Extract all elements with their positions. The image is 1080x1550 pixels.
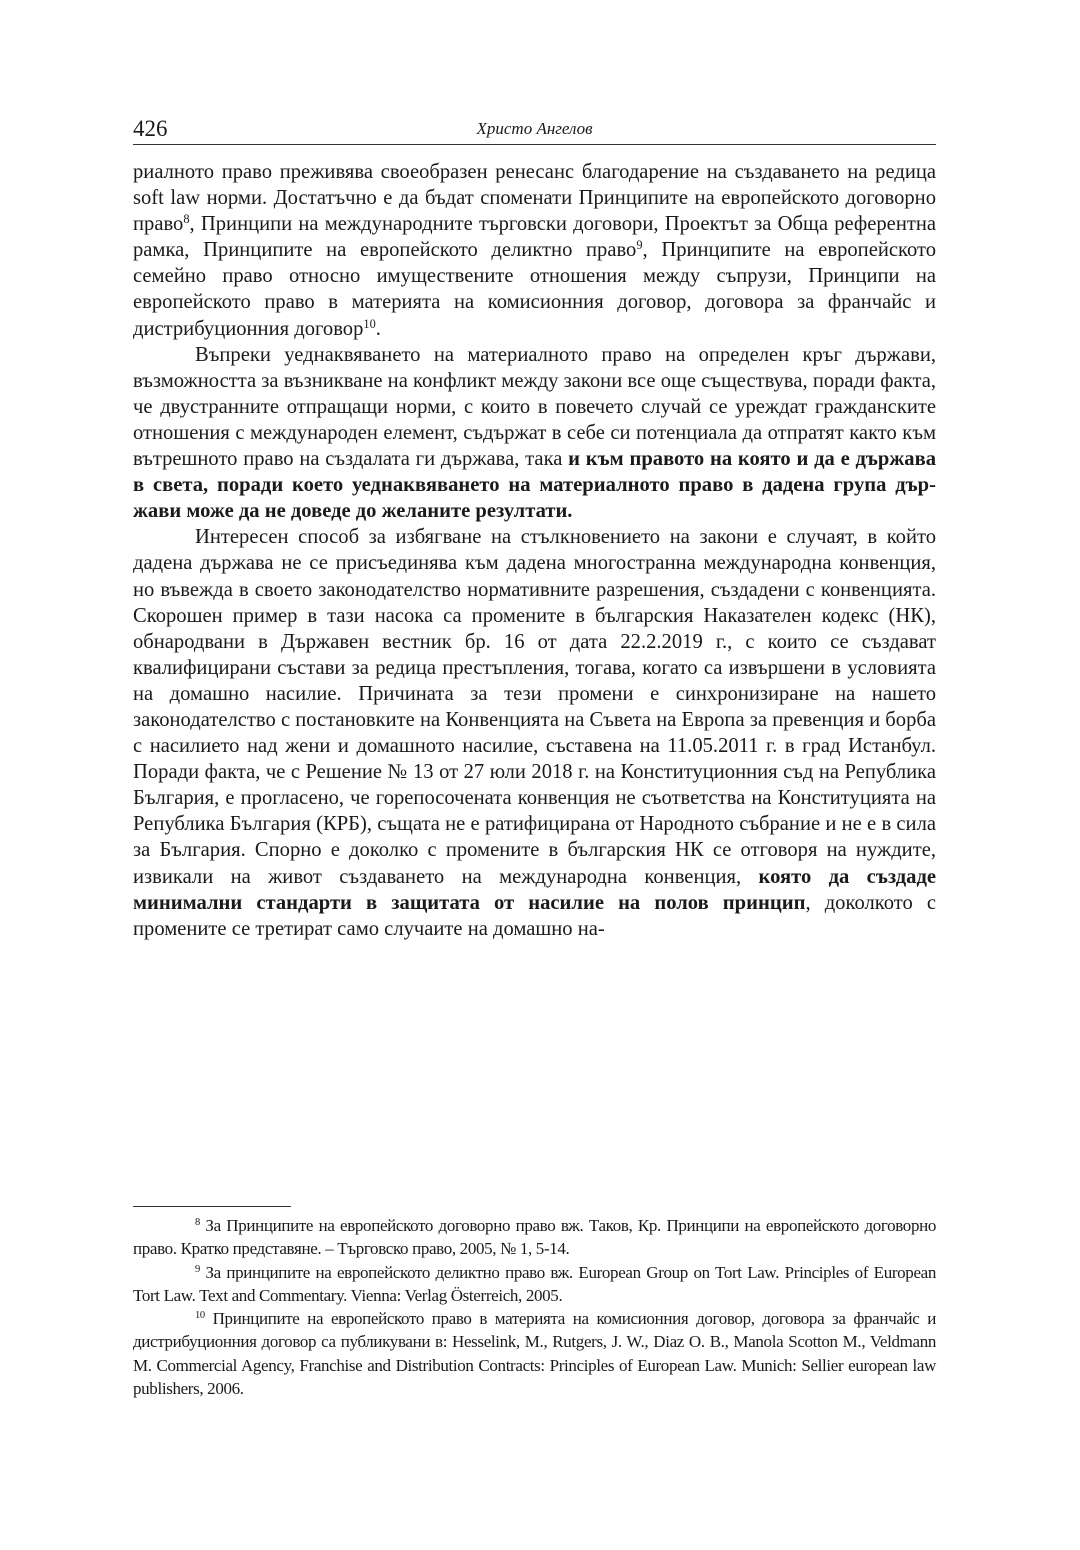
footnote-ref: 9 xyxy=(636,238,643,253)
body-text xyxy=(133,159,936,942)
footnotes xyxy=(133,1214,936,1400)
text-run: Въпреки уеднаквяването на материалното право на определен кръг държави, възможността за възникване на конфликт между закони все още съществува, поради факта, че двустранните отпращащи норми, с които в повечето случай се уреждат гражданските отношения с международен елемент, съдържат в себе си потенциала да отпратят както към вътрешното право на създалата ги държава, така xyxy=(133,343,936,471)
bold-text: която да създаде минимални стандарти в защитата от насилие на полов принцип xyxy=(133,865,937,914)
footnote xyxy=(133,1307,936,1400)
footnote-ref: 10 xyxy=(363,316,376,331)
footnote-ref: 8 xyxy=(183,212,190,227)
footnote-text: Принципите на европейското право в материята на комисионния договор, договора за франчайс и дистрибуционния договор са публикувани в: Hesselink, M., Rutgers, J. W., Diaz O. B., Manola Scotton M., Veldmann M. Commercial Agency, Franchise and Distribution Contracts: Principles of European Law. Munich: Sellier european law publishers, 2006. xyxy=(133,1309,936,1399)
text-run: риалното право преживява своеобразен ренесанс благодарение на създаването на редица soft law норми. Достатъчно е да бъдат споменати Принципите на европейското договорно право xyxy=(133,161,936,236)
paragraph xyxy=(133,159,936,342)
footnote-text: За принципите на европейското деликтно право вж. European Group on Tort Law. Principles of European Tort Law. Text and Commentary. Vienna: Verlag Österreich, 2005. xyxy=(133,1262,936,1305)
bold-text: и към правото на която и да е държава в света, поради което уеднаквяването на материалното право в дадена група държави може да не доведе до желаните резултати. xyxy=(133,448,936,523)
page-number: 426 xyxy=(133,116,168,141)
footnote xyxy=(133,1261,936,1308)
footnote-number: 9 xyxy=(195,1263,200,1275)
text-run: Интересен способ за избягване на стълкновението на закони е случаят, в който дадена държава не се присъединява към дадена многостранна международна конвенция, но въвежда в своето законодателство нормативните разрешения, създадени с конвенцията. Скорошен пример в тази насока са промените в българския Наказателен кодекс (НК), обнародвани в Държавен вестник бр. 16 от дата 22.2.2019 г., с които се създават квалифицирани състави за редица престъпления, тогава, когато са извършени в условията на домашно насилие. Причината за тези промени е синхронизиране на нашето законодателство с постановките на Конвенцията на Съвета на Европа за превенция и борба с насилието над жени и домашното насилие, съставена на 11.05.2011 г. в град Истанбул. Поради факта, че с Решение № 13 от 27 юли 2018 г. на Конституционния съд на Република България, е прогласено, че горепосочената конвенция не съответства на Конституцията на Република България (КРБ), същата не е ратифицирана от Народното събрание и не е в сила за България. Спорно е доколко с промените в българския НК се отговоря на нуждите, извикали на живот създаването на международна конвенция, xyxy=(133,526,936,888)
running-head: Христо Ангелов xyxy=(476,119,593,138)
footnote-divider xyxy=(133,1206,291,1207)
text-run: , доколкото с промените се третират само случаите на домашно на- xyxy=(133,891,937,940)
footnote xyxy=(133,1214,936,1261)
footnote-number: 10 xyxy=(195,1310,205,1322)
footnote-number: 8 xyxy=(195,1217,200,1229)
footnote-text: За Принципите на европейското договорно право вж. Таков, Кр. Принципи на европейското договорно право. Кратко представяне. – Търговско право, 2005, № 1, 5-14. xyxy=(133,1216,936,1259)
page-header xyxy=(133,114,936,145)
text-run: . xyxy=(375,317,381,340)
text-run: , Принципите на европейското семейно право относно имуществените отношения между съпрузи, Принципи на европейското право в материята на комисионния договор, договора за франчайс и дистрибуционния договор xyxy=(133,239,937,340)
paragraph xyxy=(133,342,936,525)
text-run: , Принципи на международните търговски договори, Проектът за Обща референтна рамка, Принципите на европейското деликтно право xyxy=(133,213,936,262)
paragraph xyxy=(133,524,936,942)
